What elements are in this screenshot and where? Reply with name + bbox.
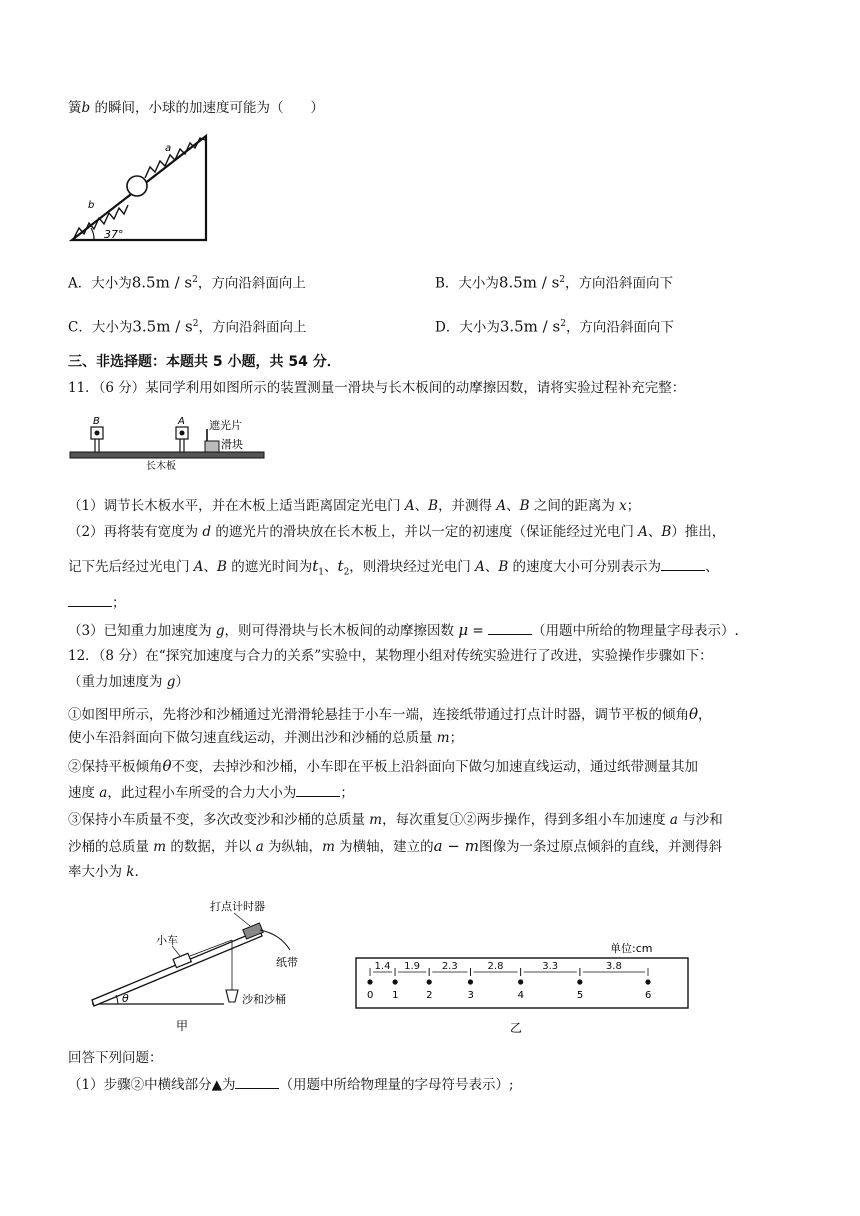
q12-step2-line2: 速度 a，此过程小车所受的合力大小为 ；	[68, 782, 354, 803]
tape-point-1	[393, 979, 398, 984]
label-unit: 单位:cm	[610, 942, 653, 955]
label-theta: θ	[122, 992, 129, 1005]
q10-tail	[68, 98, 324, 118]
paper-tape	[260, 930, 290, 950]
fig-yi	[352, 936, 692, 1036]
q11-step1: （1）调节长木板水平，并在木板上适当距离固定光电门 A、B，并测得 A、B 之间的距离为 x；	[68, 498, 641, 514]
q12-step3-line1: ③保持小车质量不变，多次改变沙和沙桶的总质量 m，每次重复①②两步操作，得到多组小车加速度 a 与沙和	[68, 812, 723, 828]
var-b: b	[81, 100, 91, 116]
q12-gravity-note: （重力加速度为 g）	[68, 674, 189, 690]
option-c[interactable]: C．大小为$3.5m / s^2$，方向沿斜面向上	[68, 317, 307, 336]
option-a[interactable]: A．大小为$8.5m / s^2$，方向沿斜面向上	[68, 273, 306, 292]
q12-step2-line1: ②保持平板倾角θ不变，去掉沙和沙桶，小车即在平板上沿斜面向下做匀加速直线运动，通过纸带测量其加	[68, 757, 699, 775]
tape-segment-label-2: 2.3	[441, 961, 458, 972]
q12-answer-intro: 回答下列问题：	[68, 1050, 163, 1066]
ball	[127, 176, 147, 196]
q11-step2-line1: （2）再将装有宽度为 d 的遮光片的滑块放在长木板上，并以一定的初速度（保证能经过光电门 A、B）推出，	[68, 524, 726, 540]
label-a: a	[165, 143, 172, 154]
tape-point-6	[645, 979, 650, 984]
answer-blank-step2[interactable]	[235, 1074, 279, 1089]
answer-blank-vb[interactable]	[68, 592, 112, 607]
tape-point-label-4: 4	[517, 990, 525, 1001]
label-gate-b: B	[93, 416, 100, 427]
q10-tail-text-2: 的瞬间，小球的加速度可能为（ ）	[90, 100, 324, 116]
option-d[interactable]: D．大小为$3.5m / s^2$，方向沿斜面向下	[435, 317, 674, 336]
option-b[interactable]: B．大小为$8.5m / s^2$，方向沿斜面向下	[435, 273, 674, 292]
q11-step3: （3）已知重力加速度为 g，则可得滑块与长木板间的动摩擦因数 μ = （用题中所给的物理量字母表示）.	[68, 621, 739, 639]
tape-point-label-2: 2	[426, 990, 433, 1001]
q11-apparatus-figure	[68, 414, 268, 470]
caption-yi: 乙	[510, 1021, 523, 1035]
tape-segment-label-5: 3.8	[605, 961, 622, 972]
slider	[205, 441, 219, 452]
label-board: 长木板	[146, 461, 176, 470]
q11-step2-line2: 记下先后经过光电门 A、B 的遮光时间为$t_1$、$t_2$，则滑块经过光电门 A、B 的速度大小可分别表示为 、	[68, 557, 719, 578]
label-tape: 纸带	[276, 956, 298, 969]
q11-intro: 11．（6 分）某同学利用如图所示的装置测量一滑块与长木板间的动摩擦因数，请将实验过程补充完整：	[68, 380, 686, 396]
label-car: 小车	[156, 934, 178, 947]
label-slider: 滑块	[221, 438, 243, 451]
tape-segment-label-3: 2.8	[487, 961, 504, 972]
q12-step3-line3: 率大小为 k.	[68, 864, 139, 880]
tape-point-label-5: 5	[576, 990, 584, 1001]
answer-blank-force[interactable]	[296, 782, 340, 797]
label-timer: 打点计时器	[210, 900, 265, 913]
tape-point-label-0: 0	[367, 990, 374, 1001]
section-3-heading: 三、非选择题：本题共 5 小题，共 54 分．	[68, 354, 341, 370]
angle-arc	[91, 228, 94, 240]
tape-point-5	[577, 979, 582, 984]
tape-point-0	[367, 979, 372, 984]
answer-blank-va[interactable]	[661, 556, 705, 571]
q12-step1-line1: ①如图甲所示，先将沙和沙桶通过光滑滑轮悬挂于小车一端，连接纸带通过打点计时器，调节平板的倾角θ，	[68, 705, 712, 723]
tape-segment-label-1: 1.9	[404, 961, 421, 972]
label-bucket: 沙和沙桶	[242, 993, 286, 1006]
q12-intro: 12．（8 分）在“探究加速度与合力的关系”实验中，某物理小组对传统实验进行了改进，实验操作步骤如下：	[68, 648, 713, 664]
tape-segment-label-0: 1.4	[374, 961, 391, 972]
angle-label: 37°	[104, 228, 124, 241]
label-shade: 遮光片	[209, 419, 242, 432]
tape-point-label-1: 1	[392, 990, 399, 1001]
tape-segment-label-4: 3.3	[542, 961, 559, 972]
tape-point-2	[427, 979, 432, 984]
q12-step3-line2: 沙桶的总质量 m 的数据，并以 a 为纵轴，m 为横轴，建立的a − m图像为一条过原点倾斜的直线，并测得斜	[68, 837, 722, 855]
tape-point-4	[518, 979, 523, 984]
tape-point-3	[468, 979, 473, 984]
label-gate-a: A	[178, 416, 185, 427]
tape-point-label-3: 3	[467, 990, 474, 1001]
tape-point-label-6: 6	[645, 990, 652, 1001]
caption-jia: 甲	[176, 1019, 189, 1033]
sand-bucket	[226, 990, 238, 1002]
fig-jia	[84, 894, 334, 1036]
q11-step2-line3: ；	[68, 592, 126, 613]
q10-incline-figure	[66, 128, 216, 246]
q10-tail-text: 簧	[68, 100, 82, 116]
q12-answer-1: （1）步骤②中横线部分▲为 （用题中所给物理量的字母符号表示）;	[68, 1074, 514, 1095]
long-board	[70, 452, 264, 458]
label-b: b	[88, 200, 95, 211]
q12-step1-line2: 使小车沿斜面向下做匀速直线运动，并测出沙和沙桶的总质量 m；	[68, 730, 464, 746]
answer-blank-mu[interactable]	[488, 620, 532, 635]
